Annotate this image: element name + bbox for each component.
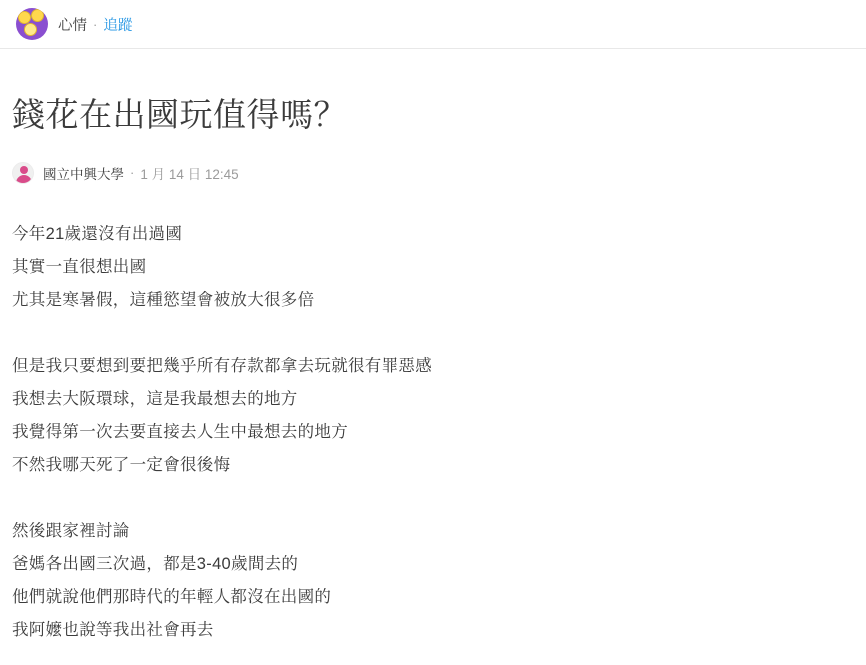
post-paragraph: 不然我哪天死了一定會很後悔 <box>12 455 231 474</box>
smiley-face-icon <box>31 9 44 22</box>
post-body <box>12 218 854 647</box>
post-paragraph: 我覺得第一次去要直接去人生中最想去的地方 <box>12 422 348 441</box>
avatar-head-shape <box>20 166 28 174</box>
post-paragraph-blank <box>12 317 854 350</box>
post-paragraph: 我阿嬤也說等我出社會再去 <box>12 620 214 639</box>
article-container <box>0 93 866 647</box>
header-separator: · <box>93 16 98 32</box>
post-paragraph: 爸媽各出國三次過，都是3-40歲間去的 <box>12 554 299 573</box>
author-school-label: 國立中興大學 <box>43 166 124 182</box>
post-paragraph: 我想去大阪環球，這是我最想去的地方 <box>12 389 298 408</box>
post-meta <box>12 162 854 184</box>
post-paragraph-blank <box>12 482 854 515</box>
post-paragraph: 他們就說他們那時代的年輕人都沒在出國的 <box>12 587 332 606</box>
meta-separator: · <box>130 165 135 181</box>
smiley-face-icon <box>24 23 37 36</box>
post-paragraph: 今年21歲還沒有出過國 <box>12 224 183 243</box>
post-paragraph: 其實一直很想出國 <box>12 257 147 276</box>
avatar-body-shape <box>16 175 32 184</box>
board-header-bar <box>0 0 866 49</box>
post-timestamp: 1 月 14 日 12:45 <box>140 166 239 182</box>
post-paragraph: 尤其是寒暑假，這種慾望會被放大很多倍 <box>12 290 315 309</box>
page-title: 錢花在出國玩值得嗎？ <box>12 96 347 133</box>
mood-board-avatar-icon[interactable] <box>16 8 48 40</box>
user-avatar-icon[interactable] <box>12 162 34 184</box>
board-name-label[interactable]: 心情 <box>58 17 87 34</box>
post-paragraph: 但是我只要想到要把幾乎所有存款都拿去玩就很有罪惡感 <box>12 356 432 375</box>
post-paragraph: 然後跟家裡討論 <box>12 521 130 540</box>
follow-board-button[interactable]: 追蹤 <box>103 17 133 34</box>
